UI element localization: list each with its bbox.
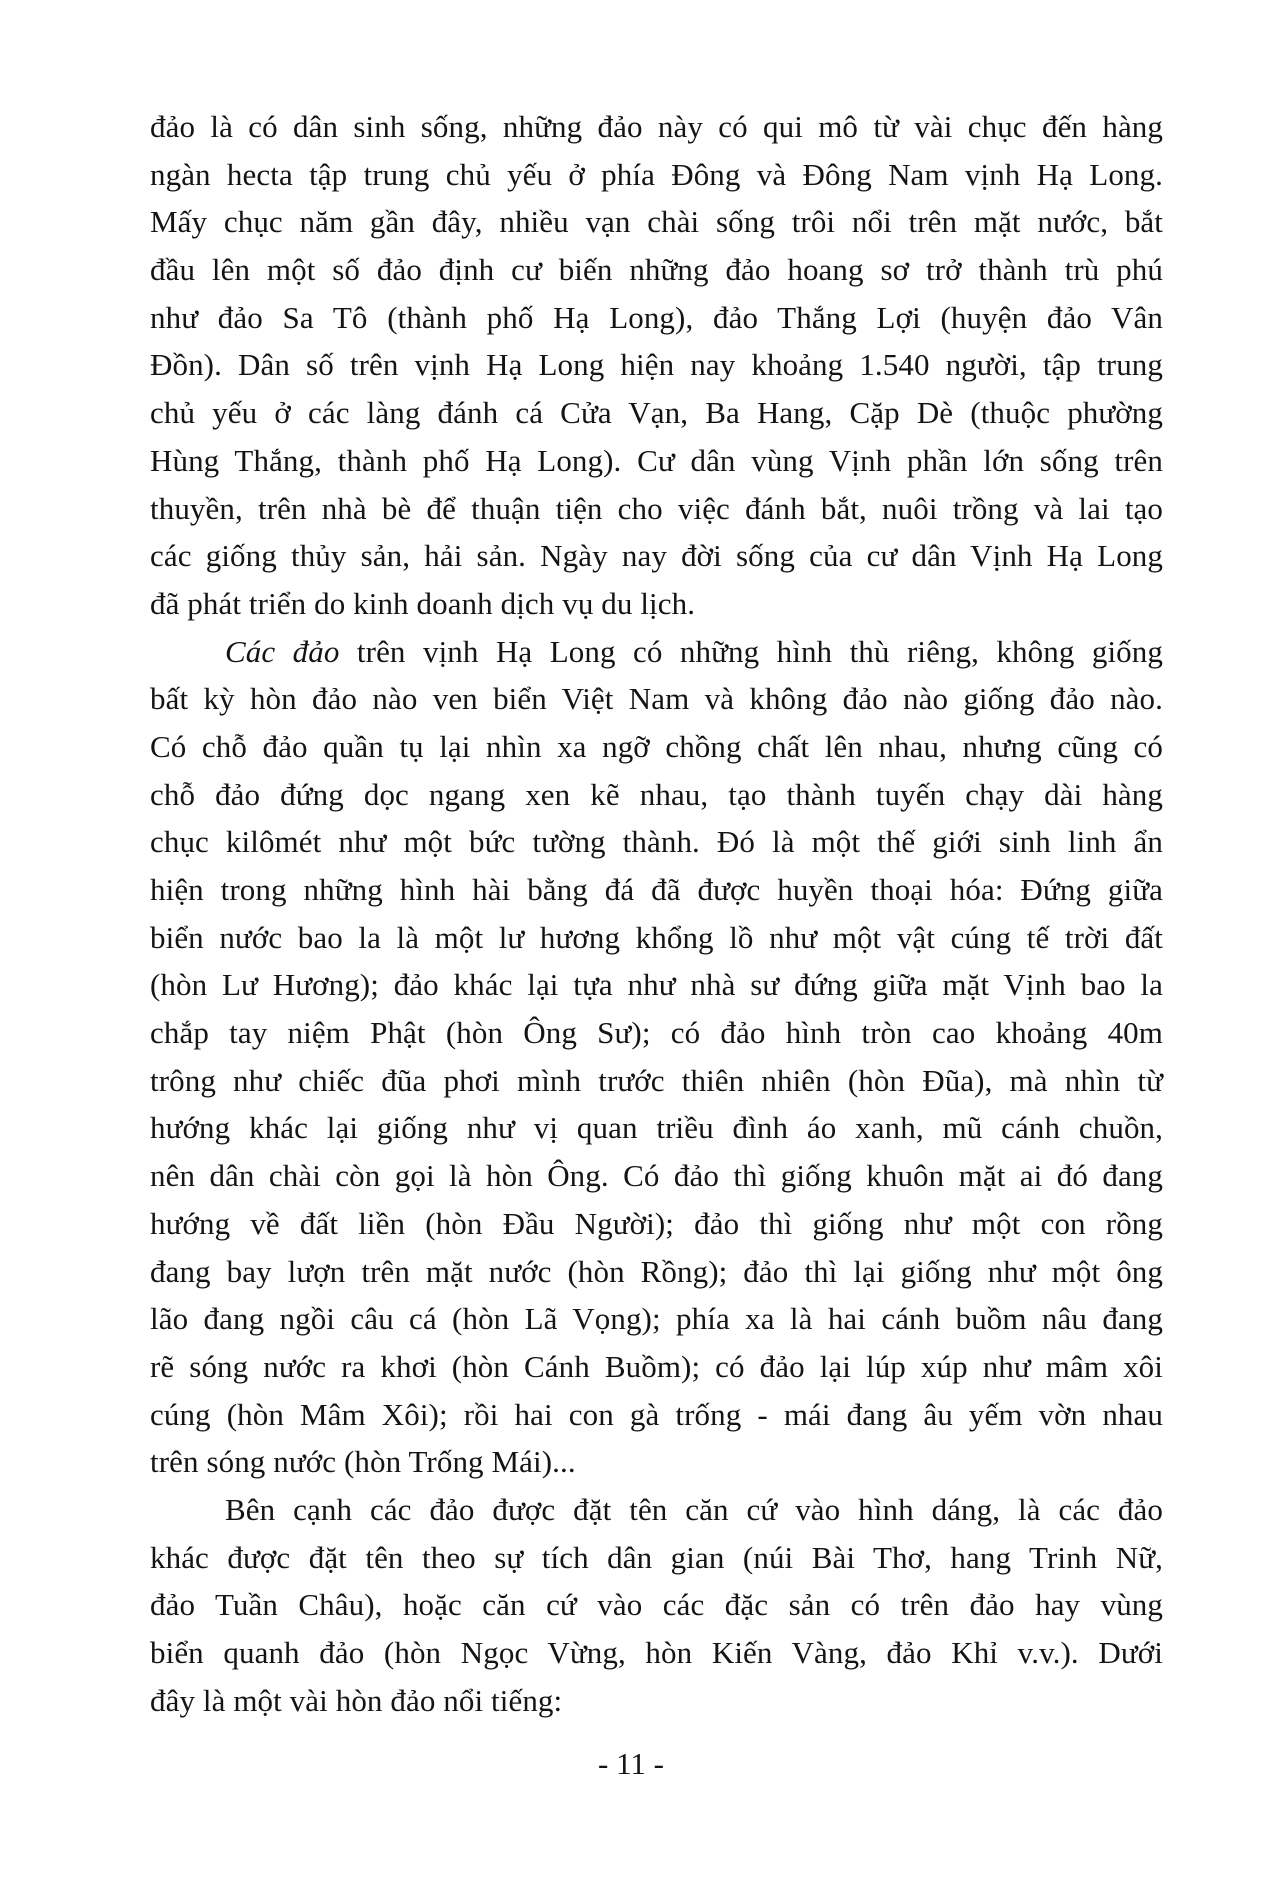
text-line: chắp tay niệm Phật (hòn Ông Sư); có đảo hình tròn cao khoảng 40m	[150, 1015, 1163, 1051]
italic-lead: Các đảo	[225, 633, 340, 669]
text-line: trên sóng nước (hòn Trống Mái)...	[150, 1444, 576, 1480]
text-line: Hùng Thắng, thành phố Hạ Long). Cư dân vùng Vịnh phần lớn sống trên	[150, 442, 1163, 478]
text-line: đang bay lượn trên mặt nước (hòn Rồng); đảo thì lại giống như một ông	[150, 1253, 1163, 1289]
text-line: Các đảo trên vịnh Hạ Long có những hình thù riêng, không giống	[225, 633, 1163, 669]
text-line: biển quanh đảo (hòn Ngọc Vừng, hòn Kiến Vàng, đảo Khỉ v.v.). Dưới	[150, 1635, 1163, 1670]
text-line: như đảo Sa Tô (thành phố Hạ Long), đảo Thắng Lợi (huyện đảo Vân	[150, 299, 1163, 335]
text-line: biển nước bao la là một lư hương khổng lồ như một vật cúng tế trời đất	[150, 919, 1163, 955]
text-line: chủ yếu ở các làng đánh cá Cửa Vạn, Ba Hang, Cặp Dè (thuộc phường	[150, 395, 1163, 431]
text-line: bất kỳ hòn đảo nào ven biển Việt Nam và không đảo nào giống đảo nào.	[150, 681, 1163, 717]
text-line: khác được đặt tên theo sự tích dân gian (núi Bài Thơ, hang Trinh Nữ,	[150, 1539, 1163, 1575]
text-line: hiện trong những hình hài bằng đá đã được huyền thoại hóa: Đứng giữa	[150, 872, 1163, 907]
text-line: chỗ đảo đứng dọc ngang xen kẽ nhau, tạo thành tuyến chạy dài hàng	[150, 776, 1163, 812]
text-line: đảo Tuần Châu), hoặc căn cứ vào các đặc sản có trên đảo hay vùng	[150, 1587, 1163, 1623]
text-line: Mấy chục năm gần đây, nhiều vạn chài sống trôi nổi trên mặt nước, bắt	[150, 204, 1163, 240]
text-line: các giống thủy sản, hải sản. Ngày nay đời sống của cư dân Vịnh Hạ Long	[150, 538, 1163, 574]
text-line: lão đang ngồi câu cá (hòn Lã Vọng); phía xa là hai cánh buồm nâu đang	[150, 1301, 1163, 1337]
text-line: trông như chiếc đũa phơi mình trước thiên nhiên (hòn Đũa), mà nhìn từ	[150, 1062, 1163, 1098]
text-line: đây là một vài hòn đảo nổi tiếng:	[150, 1682, 563, 1718]
text-line: thuyền, trên nhà bè để thuận tiện cho việc đánh bắt, nuôi trồng và lai tạo	[150, 490, 1163, 526]
text-line: (hòn Lư Hương); đảo khác lại tựa như nhà sư đứng giữa mặt Vịnh bao la	[150, 967, 1163, 1003]
paragraph	[150, 1486, 1163, 1724]
text-line: đã phát triển do kinh doanh dịch vụ du lịch.	[150, 585, 696, 621]
page-number: - 11 -	[598, 1746, 664, 1781]
text-line: nên dân chài còn gọi là hòn Ông. Có đảo thì giống khuôn mặt ai đó đang	[150, 1158, 1163, 1194]
text-block	[150, 103, 1163, 1724]
text-line: đảo là có dân sinh sống, những đảo này có qui mô từ vài chục đến hàng	[150, 109, 1163, 144]
text-line: Bên cạnh các đảo được đặt tên căn cứ vào hình dáng, là các đảo	[225, 1491, 1163, 1527]
text-line: ngàn hecta tập trung chủ yếu ở phía Đông và Đông Nam vịnh Hạ Long.	[150, 156, 1163, 192]
text-line: rẽ sóng nước ra khơi (hòn Cánh Buồm); có đảo lại lúp xúp như mâm xôi	[150, 1348, 1163, 1384]
text-line: đầu lên một số đảo định cư biến những đảo hoang sơ trở thành trù phú	[150, 252, 1163, 288]
text-line: cúng (hòn Mâm Xôi); rồi hai con gà trống - mái đang âu yếm vờn nhau	[150, 1396, 1163, 1432]
text-line: Đồn). Dân số trên vịnh Hạ Long hiện nay khoảng 1.540 người, tập trung	[150, 347, 1163, 383]
text-line: hướng về đất liền (hòn Đầu Người); đảo thì giống như một con rồng	[150, 1205, 1163, 1241]
text-line: Có chỗ đảo quần tụ lại nhìn xa ngỡ chồng chất lên nhau, nhưng cũng có	[150, 728, 1163, 764]
paragraph	[150, 103, 1163, 628]
text-line: chục kilômét như một bức tường thành. Đó là một thế giới sinh linh ẩn	[150, 824, 1163, 860]
text-line: hướng khác lại giống như vị quan triều đình áo xanh, mũ cánh chuồn,	[150, 1110, 1163, 1146]
paragraph	[150, 628, 1163, 1486]
